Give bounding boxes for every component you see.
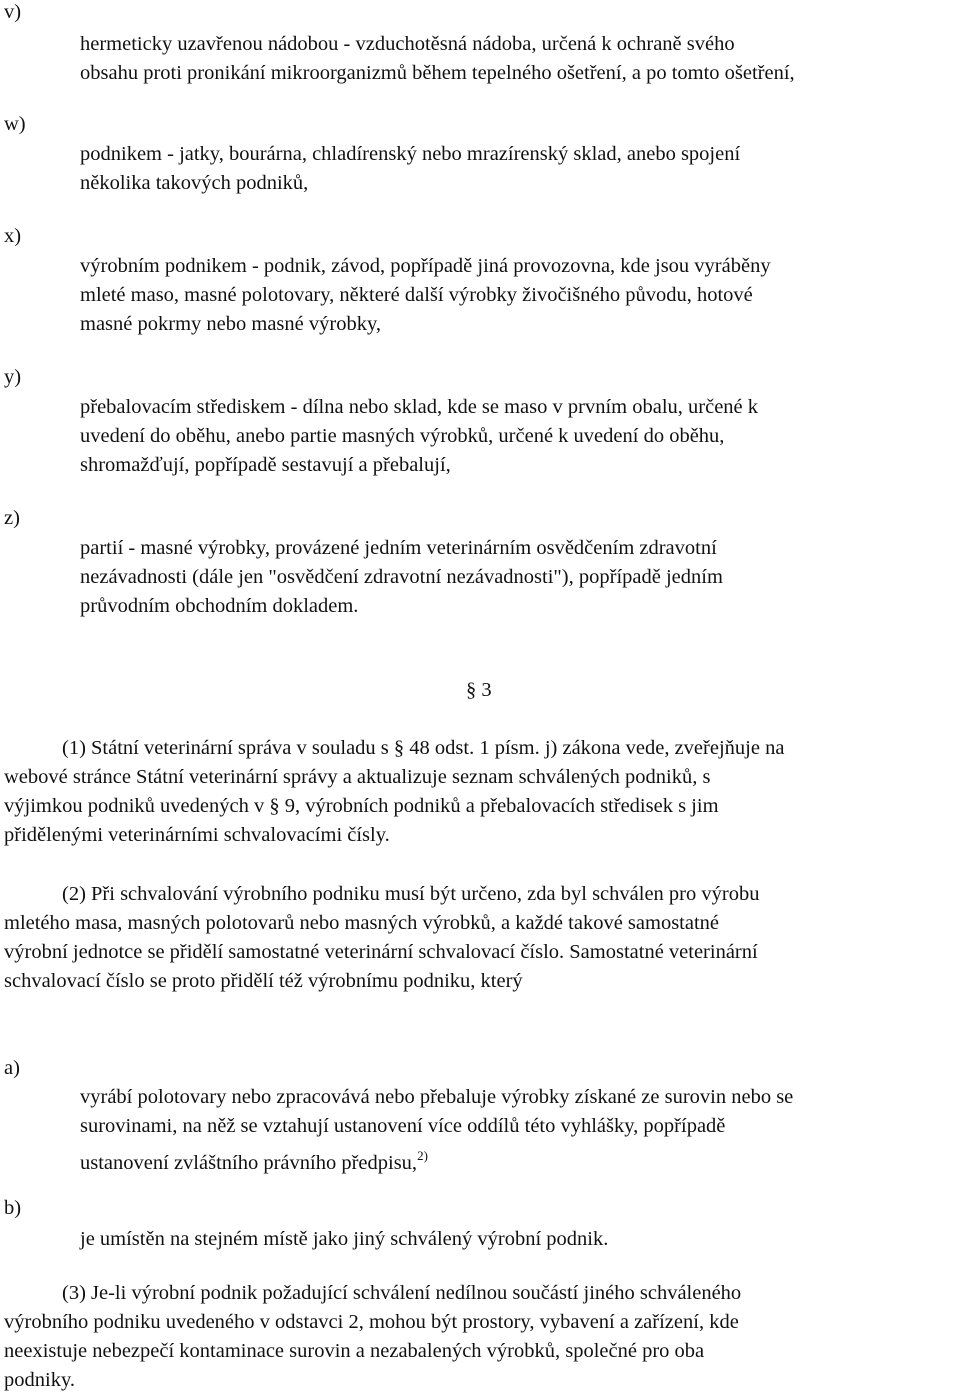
text-line: (2) Při schvalování výrobního podniku musí být určeno, zda byl schválen pro výrobu	[62, 883, 760, 905]
definition-y	[80, 393, 960, 480]
text-line: průvodním obchodním dokladem.	[80, 595, 359, 617]
definition-v	[80, 30, 960, 88]
item-marker-w: w)	[4, 113, 26, 135]
text-line	[80, 1141, 960, 1178]
section-number: 3	[481, 679, 492, 701]
item-marker-v: v)	[4, 1, 22, 23]
paragraph-3	[4, 1279, 960, 1395]
text-line: výrobním podnikem - podnik, závod, popřípadě jiná provozovna, kde jsou vyráběny	[80, 255, 771, 277]
text-line: neexistuje nebezpečí kontaminace surovin a nezabalených výrobků, společné pro oba	[4, 1340, 705, 1362]
text-line: schvalovací číslo se proto přidělí též výrobnímu podniku, který	[4, 970, 523, 992]
text-line: webové stránce Státní veterinární správy a aktualizuje seznam schválených podniků, s	[4, 766, 711, 788]
text-line: mletého masa, masných polotovarů nebo masných výrobků, a každé takové samostatné	[4, 912, 720, 934]
item-marker-x: x)	[4, 225, 22, 247]
text-line: nezávadnosti (dále jen "osvědčení zdravotní nezávadnosti"), popřípadě jedním	[80, 566, 723, 588]
text-line: masné pokrmy nebo masné výrobky,	[80, 313, 381, 335]
item-marker-a: a)	[4, 1057, 20, 1079]
condition-a	[80, 1083, 960, 1178]
text-line: výrobní jednotce se přidělí samostatné veterinární schvalovací číslo. Samostatné veterinární	[4, 941, 758, 963]
condition-b	[80, 1225, 960, 1254]
text-line: uvedení do oběhu, anebo partie masných výrobků, určené k uvedení do oběhu,	[80, 425, 725, 447]
text-line: vyrábí polotovary nebo zpracovává nebo přebaluje výrobky získané ze surovin nebo se	[80, 1086, 794, 1108]
text-line: podniky.	[4, 1369, 75, 1391]
text-line: obsahu proti pronikání mikroorganizmů během tepelného ošetření, a po tomto ošetření,	[80, 62, 795, 84]
item-marker-z: z)	[4, 507, 20, 529]
text-line: (3) Je-li výrobní podnik požadující schválení nedílnou součástí jiného schváleného	[62, 1282, 742, 1304]
text-line: výjimkou podniků uvedených v § 9, výrobních podniků a přebalovacích středisek s jim	[4, 795, 719, 817]
text-line: (1) Státní veterinární správa v souladu s § 48 odst. 1 písm. j) zákona vede, zveřejňuje na	[62, 737, 785, 759]
text-line: přebalovacím střediskem - dílna nebo sklad, kde se maso v prvním obalu, určené k	[80, 396, 759, 418]
text-line: hermeticky uzavřenou nádobou - vzduchotěsná nádoba, určená k ochraně svého	[80, 33, 735, 55]
text-line: několika takových podniků,	[80, 172, 309, 194]
text-line: přidělenými veterinárními schvalovacími čísly.	[4, 824, 390, 846]
item-marker-b: b)	[4, 1197, 22, 1219]
definition-z	[80, 534, 960, 621]
text-segment: ustanovení zvláštního právního předpisu,	[80, 1152, 418, 1174]
definition-w	[80, 140, 960, 198]
section-heading	[466, 676, 492, 705]
text-line: je umístěn na stejném místě jako jiný schválený výrobní podnik.	[80, 1228, 609, 1250]
text-line: surovinami, na něž se vztahují ustanovení více oddílů této vyhlášky, popřípadě	[80, 1115, 726, 1137]
paragraph-2	[4, 880, 960, 996]
text-line: podnikem - jatky, bourárna, chladírenský nebo mrazírenský sklad, anebo spojení	[80, 143, 741, 165]
footnote-reference: 2)	[417, 1148, 428, 1163]
text-line: mleté maso, masné polotovary, některé další výrobky živočišného původu, hotové	[80, 284, 753, 306]
definition-x	[80, 252, 960, 339]
section-symbol: §	[466, 679, 477, 701]
item-marker-y: y)	[4, 366, 22, 388]
text-line: shromažďují, popřípadě sestavují a přebalují,	[80, 454, 451, 476]
text-line: výrobního podniku uvedeného v odstavci 2, mohou být prostory, vybavení a zařízení, kde	[4, 1311, 739, 1333]
paragraph-1	[4, 734, 960, 850]
text-line: partií - masné výrobky, provázené jedním veterinárním osvědčením zdravotní	[80, 537, 717, 559]
